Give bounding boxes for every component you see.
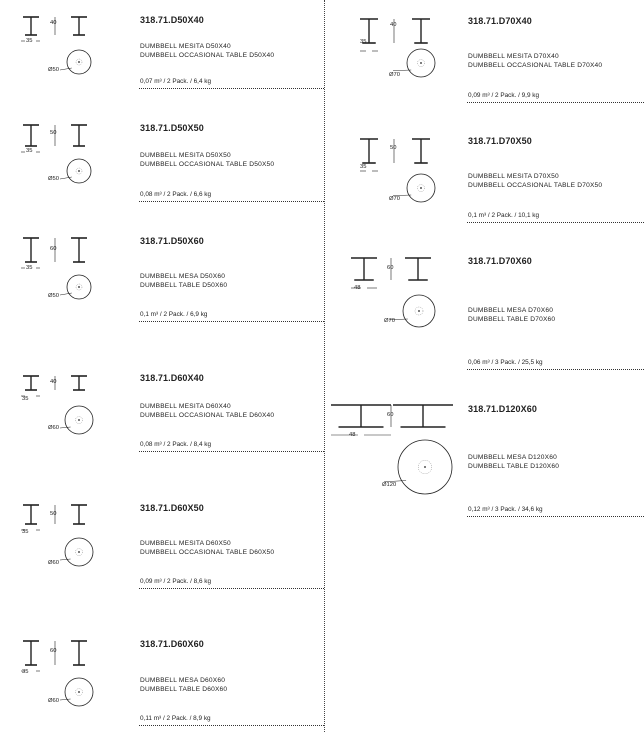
product-code: 318.71.D60X60: [140, 639, 204, 649]
product-spec: 0,1 m³ / 2 Pack. / 6,9 kg: [140, 311, 208, 318]
top-view-4-center: [78, 551, 80, 553]
product-spec: 0,08 m³ / 2 Pack. / 8,4 kg: [140, 441, 212, 448]
diameter-label: Ø50: [48, 293, 59, 299]
height-label: 60: [387, 412, 394, 418]
product-name-es: DUMBBELL MESA D60X60: [140, 677, 226, 684]
diameter-leader-r0: [393, 70, 411, 71]
top-view-2-center: [78, 286, 80, 288]
diameter-leader-3: [60, 427, 71, 428]
row-divider: [139, 88, 324, 89]
product-name-es: DUMBBELL MESA D120X60: [468, 454, 557, 461]
product-spec: 0,1 m³ / 2 Pack. / 10,1 kg: [468, 212, 540, 219]
product-spec: 0,06 m³ / 3 Pack. / 25,5 kg: [468, 359, 543, 366]
row-divider: [467, 516, 644, 517]
top-view-r1-center: [420, 187, 422, 189]
width-label: 35: [26, 265, 33, 271]
diameter-leader-5: [60, 699, 71, 700]
product-name-es: DUMBBELL MESITA D70X50: [468, 173, 559, 180]
width-label: 35: [360, 39, 367, 45]
product-name-en: DUMBBELL OCCASIONAL TABLE D70X50: [468, 182, 603, 189]
width-label: 35: [360, 164, 367, 170]
width-label: 35: [22, 396, 29, 402]
height-label: 40: [390, 22, 397, 28]
product-name-es: DUMBBELL MESITA D50X40: [140, 43, 231, 50]
product-name-en: DUMBBELL OCCASIONAL TABLE D50X40: [140, 52, 275, 59]
product-name-es: DUMBBELL MESITA D60X50: [140, 540, 231, 547]
diameter-label: Ø60: [48, 425, 59, 431]
product-spec: 0,12 m³ / 3 Pack. / 34,6 kg: [468, 506, 543, 513]
product-spec: 0,09 m³ / 2 Pack. / 8,6 kg: [140, 578, 212, 585]
top-view-5-center: [78, 691, 80, 693]
product-name-es: DUMBBELL MESITA D50X50: [140, 152, 231, 159]
row-divider: [467, 369, 644, 370]
product-code: 318.71.D50X50: [140, 123, 204, 133]
diameter-label: Ø50: [48, 67, 59, 73]
product-name-en: DUMBBELL OCCASIONAL TABLE D60X40: [140, 412, 275, 419]
width-label: 48: [354, 285, 361, 291]
row-divider: [139, 451, 324, 452]
product-spec: 0,08 m³ / 2 Pack. / 6,6 kg: [140, 191, 212, 198]
product-name-en: DUMBBELL OCCASIONAL TABLE D50X50: [140, 161, 275, 168]
product-code: 318.71.D60X50: [140, 503, 204, 513]
row-divider: [139, 588, 324, 589]
diameter-label: Ø50: [48, 176, 59, 182]
product-name-es: DUMBBELL MESA D70X60: [468, 307, 554, 314]
top-view-3-center: [78, 419, 80, 421]
product-spec: 0,07 m³ / 2 Pack. / 6,4 kg: [140, 78, 212, 85]
product-code: 318.71.D50X40: [140, 15, 204, 25]
height-label: 50: [50, 130, 57, 136]
product-code: 318.71.D70X50: [468, 136, 532, 146]
row-divider: [139, 725, 324, 726]
width-label: 35: [26, 148, 33, 154]
row-divider: [139, 201, 324, 202]
product-name-es: DUMBBELL MESA D50X60: [140, 273, 226, 280]
diameter-label: Ø60: [48, 698, 59, 704]
product-code: 318.71.D60X40: [140, 373, 204, 383]
width-label: 35: [26, 38, 33, 44]
product-code: 318.71.D120X60: [468, 404, 537, 414]
height-label: 50: [50, 511, 57, 517]
product-code: 318.71.D70X60: [468, 256, 532, 266]
product-code: 318.71.D70X40: [468, 16, 532, 26]
product-name-en: DUMBBELL TABLE D70X60: [468, 316, 556, 323]
height-label: 40: [50, 20, 57, 26]
diameter-label: Ø70: [389, 196, 400, 202]
top-view-0-center: [78, 61, 80, 63]
row-divider: [139, 321, 324, 322]
width-label: 35: [22, 669, 29, 675]
height-label: 60: [50, 648, 57, 654]
row-divider: [467, 222, 644, 223]
product-name-es: DUMBBELL MESITA D60X40: [140, 403, 231, 410]
product-name-en: DUMBBELL OCCASIONAL TABLE D70X40: [468, 62, 603, 69]
height-label: 50: [390, 145, 397, 151]
product-spec: 0,11 m³ / 2 Pack. / 8,9 kg: [140, 715, 211, 722]
product-name-en: DUMBBELL TABLE D50X60: [140, 282, 228, 289]
diameter-label: Ø70: [384, 318, 395, 324]
product-name-en: DUMBBELL TABLE D120X60: [468, 463, 560, 470]
row-divider: [467, 102, 644, 103]
width-label: 35: [22, 529, 29, 535]
top-view-r0-center: [420, 62, 422, 64]
height-label: 60: [387, 265, 394, 271]
width-label: 48: [349, 432, 356, 438]
diameter-leader-4: [60, 559, 71, 560]
diameter-label: Ø70: [389, 72, 400, 78]
top-view-r3-center: [424, 466, 426, 468]
diameter-label: Ø120: [382, 482, 397, 488]
diameter-label: Ø60: [48, 560, 59, 566]
product-name-es: DUMBBELL MESITA D70X40: [468, 53, 559, 60]
product-code: 318.71.D50X60: [140, 236, 204, 246]
top-view-r2-center: [418, 310, 420, 312]
product-name-en: DUMBBELL TABLE D60X60: [140, 686, 228, 693]
height-label: 40: [50, 379, 57, 385]
product-name-en: DUMBBELL OCCASIONAL TABLE D60X50: [140, 549, 275, 556]
top-view-1-center: [78, 170, 80, 172]
height-label: 60: [50, 246, 57, 252]
product-spec: 0,09 m³ / 2 Pack. / 9,9 kg: [468, 92, 540, 99]
